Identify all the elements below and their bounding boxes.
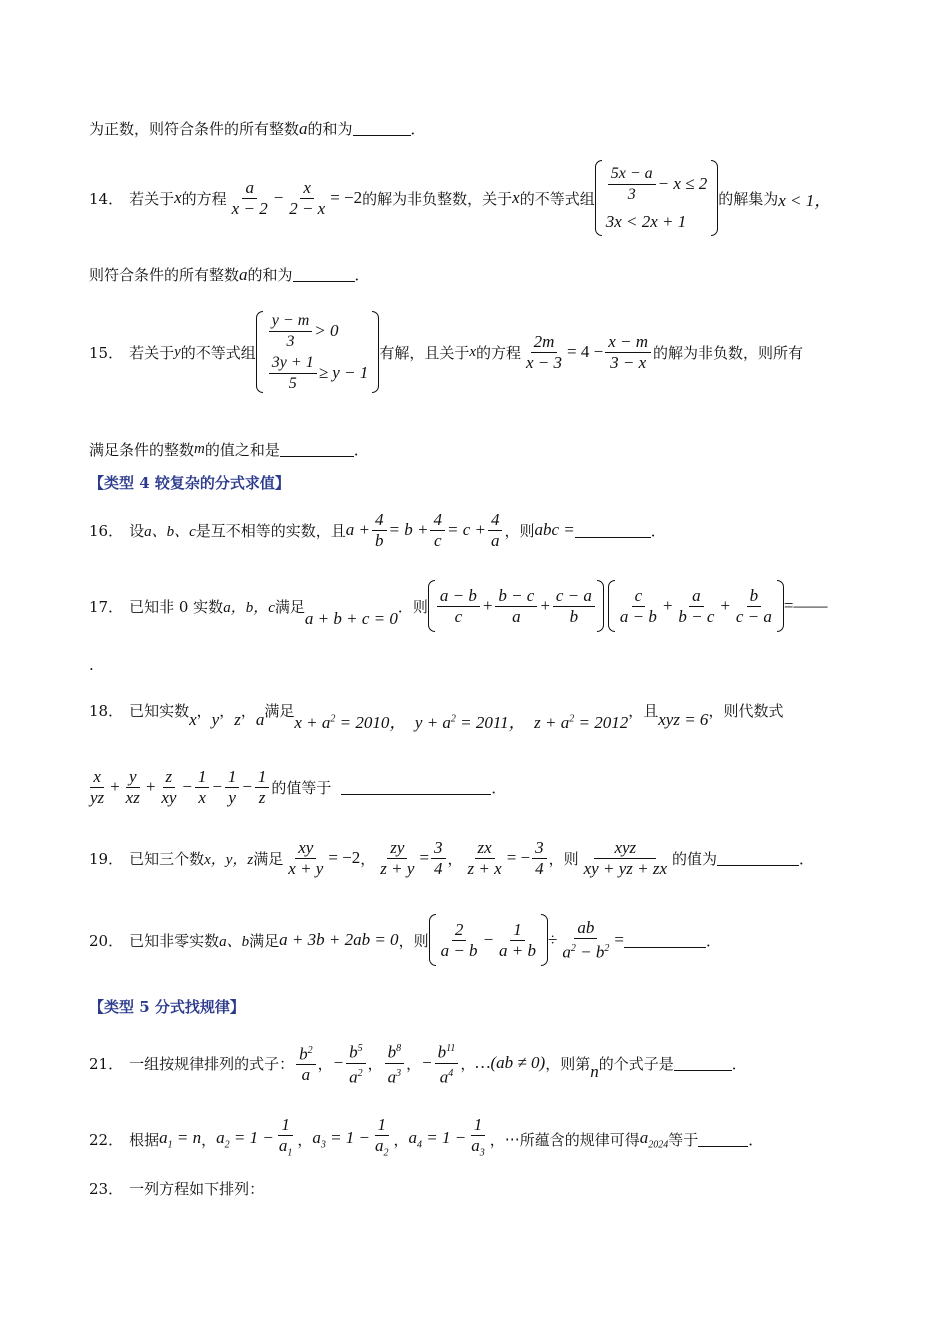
answer-blank[interactable] — [698, 1132, 748, 1147]
question-18: 18． 已知实数 x ， y ， z ， a 满足 $x + a^2 = 2010$， $y + a^2 = 2011$， $z + a^2 = 2012$ ， 且 xyz = 6 ，则代数式 — [89, 701, 784, 732]
section-heading-type4: 【类型 4 较复杂的分式求值】 — [89, 474, 290, 492]
question-19: 19． 已知三个数 x，y，z 满足 $\frac{xy}{x + y}$ = −2 ， $\frac{zy}{z + y}$ = $\frac{3}{4}$ ， $\frac{zx}{z + x}$ = − $\frac{3}{4}$ ，则 xyz xy + yz + zx 的值为 ． — [89, 837, 815, 878]
q15-tail: 满足条件的整数 m 的值之和是 ． — [89, 441, 369, 459]
answer-blank[interactable] — [280, 442, 354, 457]
answer-blank[interactable] — [353, 121, 411, 136]
question-16: 16． 设 a、b、c 是互不相等的实数，且 a + $\frac{4}{b}$ = b + $\frac{4}{c}$ = c + $\frac{4}{a}$ ，则 abc = ． — [89, 509, 666, 550]
question-20: 20． 已知非零实数 a、b 满足 a + 3b + 2ab = 0 ，则 2 a − b − $\frac{1}{a + b}$ ÷ $\frac{ab}{a^2 - b^2}$ = ． — [89, 912, 721, 968]
section-heading-type5: 【类型 5 分式找规律】 — [89, 998, 245, 1016]
answer-blank[interactable] — [341, 780, 491, 795]
answer-blank[interactable] — [293, 267, 355, 282]
answer-blank[interactable] — [575, 523, 651, 538]
answer-blank[interactable] — [624, 933, 706, 948]
question-17: 17． 已知非 0 实数 a，b，c 满足 a + b + c = 0 ．则 a − b c + $\frac{b - c}{a}$ + $\frac{c - a}{b}$ c a − b + $\frac{a}{b - c}$ + $\frac{b}{c - a}$ =—— — [89, 578, 827, 634]
question-14: 14． 若关于 x 的方程 a x − 2 − $\frac{x}{2 - x}$ = −2 的解为非负整数，关于 x 的不等式组 5x − a 3 − x ≤ 2 3x < 2x + 1 的解集为 x < 1， — [89, 158, 831, 238]
q14-tail: 则符合条件的所有整数 a 的和为 ． — [89, 264, 370, 284]
q18-expression: x yz + $\frac{y}{xz}$ + $\frac{z}{xy}$ − $\frac{1}{x}$ − $\frac{1}{y}$ − $\frac{1}{z}$ 的值等于 ． — [90, 766, 507, 807]
q13-tail: 为正数，则符合条件的所有整数 a 的和为 ． — [89, 118, 426, 138]
answer-blank[interactable] — [717, 851, 799, 866]
question-23: 23． 一列方程如下排列： — [89, 1180, 265, 1198]
question-22: 22． 根据 $a_1 = n$ ， $a_2 = 1$ − $\frac{1}{a_1}$ ， $a_3 = 1$ − $\frac{1}{a_2}$ ， $a_4 = 1$ − $\frac{1}{a_3}$ ， ⋯ 所蕴含的规律可得 $a_{2024}$ 等于 ． — [89, 1114, 764, 1159]
question-15: 15． 若关于 y 的不等式组 y − m 3 > 0 3y + 1 5 ≥ y − 1 有解，且关于 x 的方程 $\frac{2m}{x - 3}$ = 4 − $\frac{x - m}{3 - x}$ 的解为非负数，则所有 — [89, 311, 804, 392]
answer-blank[interactable] — [674, 1056, 732, 1071]
question-21: 21． 一组按规律排列的式子： $b^2$ a ， − $\frac{b^5}{a^2}$ ， $b^8$ $a^3$ ， − $\frac{b^{11}}{a^4}$ ， …(ab ≠ 0) ，则第 n 的个式子是 ． — [89, 1036, 747, 1090]
